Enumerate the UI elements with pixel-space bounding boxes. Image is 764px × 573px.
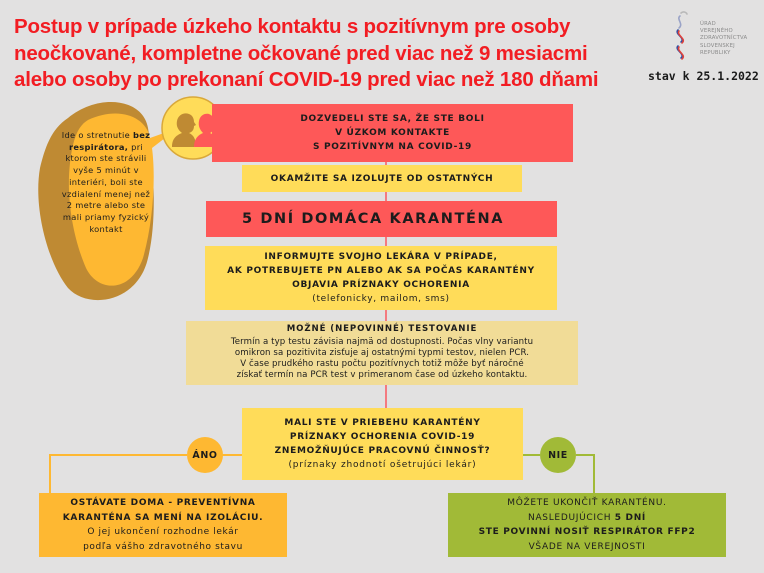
title-line-2: neočkované, kompletne očkované pred viac než 9 mesiacmi xyxy=(14,41,588,65)
logo-line: ZDRAVOTNÍCTVA xyxy=(700,35,748,42)
testing-box xyxy=(186,321,578,385)
quarantine-text: 5 DNÍ DOMÁCA KARANTÉNA xyxy=(242,211,505,227)
date-label: stav k 25.1.2022 xyxy=(648,69,759,83)
question-sub: (príznaky zhodnotí ošetrujúci lekár) xyxy=(288,460,477,470)
question-line: ZNEMOŽŇUJÚCE PRACOVNÚ ČINNOSŤ? xyxy=(274,446,491,456)
testing-line: omikron sa pozitivita zisťuje aj ostatnými typmi testov, nielen PCR. xyxy=(234,347,530,358)
question-line: MALI STE V PRIEBEHU KARANTÉNY xyxy=(284,418,481,428)
testing-line: V čase prudkého rastu počtu pozitívnych totiž môže byť náročné xyxy=(240,359,524,370)
no-outcome-bold: 5 DNÍ xyxy=(614,512,646,523)
bubble-text-rest: pri ktorom ste strávili vyše 5 minút v interiéri, boli ste vzdialení menej než 2 metre alebo ste mali priamy fyzický kontakt xyxy=(61,141,151,234)
contact-line: V ÚZKOM KONTAKTE xyxy=(335,128,450,138)
no-outcome-box xyxy=(448,493,726,557)
yes-outcome-sub: podľa vášho zdravotného stavu xyxy=(83,541,243,552)
no-outcome-bold-line: STE POVINNÍ NOSIŤ RESPIRÁTOR FFP2 xyxy=(478,527,696,537)
no-badge xyxy=(540,437,576,473)
yes-outcome-line: OSTÁVATE DOMA - PREVENTÍVNA xyxy=(70,498,256,508)
isolate-text: OKAMŽITE SA IZOLUJTE OD OSTATNÝCH xyxy=(270,173,494,184)
quarantine-box xyxy=(206,201,557,237)
inform-line: AK POTREBUJETE PN ALEBO AK SA POČAS KARANTÉNY xyxy=(227,266,535,276)
contact-line: S POZITÍVNYM NA COVID-19 xyxy=(313,142,472,152)
title-line-3: alebo osoby po prekonaní COVID-19 pred viac než 180 dňami xyxy=(14,68,599,91)
symptoms-question-box xyxy=(242,408,523,480)
yes-outcome-sub: O jej ukončení rozhodne lekár xyxy=(87,527,239,537)
inform-sub: (telefonicky, mailom, sms) xyxy=(312,294,450,304)
logo-line: REPUBLIKY xyxy=(700,49,731,56)
bubble-text xyxy=(58,130,154,235)
testing-line: získať termín na PCR test v primeranom čase od úzkeho kontaktu. xyxy=(236,370,528,381)
contact-line: DOZVEDELI STE SA, ŽE STE BOLI xyxy=(300,114,485,124)
bubble-text-bold: bez respirátora, xyxy=(68,130,151,152)
bubble-text-intro: Ide o stretnutie xyxy=(61,130,131,140)
logo-line: VEREJNÉHO xyxy=(700,28,733,35)
yes-outcome-box xyxy=(39,493,287,557)
question-line: PRÍZNAKY OCHORENIA COVID-19 xyxy=(289,432,476,442)
no-outcome-line: VŠADE NA VEREJNOSTI xyxy=(528,541,646,552)
no-outcome-text: NASLEDUJÚCICH xyxy=(528,512,615,523)
logo-line: ÚRAD xyxy=(700,21,716,27)
testing-line: Termín a typ testu závisia najmä od dostupnosti. Počas vlny variantu xyxy=(230,336,534,347)
no-outcome-line: MÔŽETE UKONČIŤ KARANTÉNU. xyxy=(507,498,667,508)
isolate-box xyxy=(242,165,522,192)
yes-badge xyxy=(187,437,223,473)
inform-line: OBJAVIA PRÍZNAKY OCHORENIA xyxy=(292,280,470,290)
no-label: NIE xyxy=(548,449,568,461)
yes-label: ÁNO xyxy=(192,449,218,461)
no-outcome-line xyxy=(528,511,646,526)
title-line-1: Postup v prípade úzkeho kontaktu s pozitívnym pre osoby xyxy=(14,15,571,38)
yes-outcome-line: KARANTÉNA SA MENÍ NA IZOLÁCIU. xyxy=(62,512,264,523)
inform-doctor-box xyxy=(205,246,557,310)
testing-heading: MOŽNÉ (NEPOVINNÉ) TESTOVANIE xyxy=(286,324,478,335)
close-contact-box xyxy=(212,104,573,162)
inform-line: INFORMUJTE SVOJHO LEKÁRA V PRÍPADE, xyxy=(264,252,498,262)
logo-line: SLOVENSKEJ xyxy=(700,42,735,49)
